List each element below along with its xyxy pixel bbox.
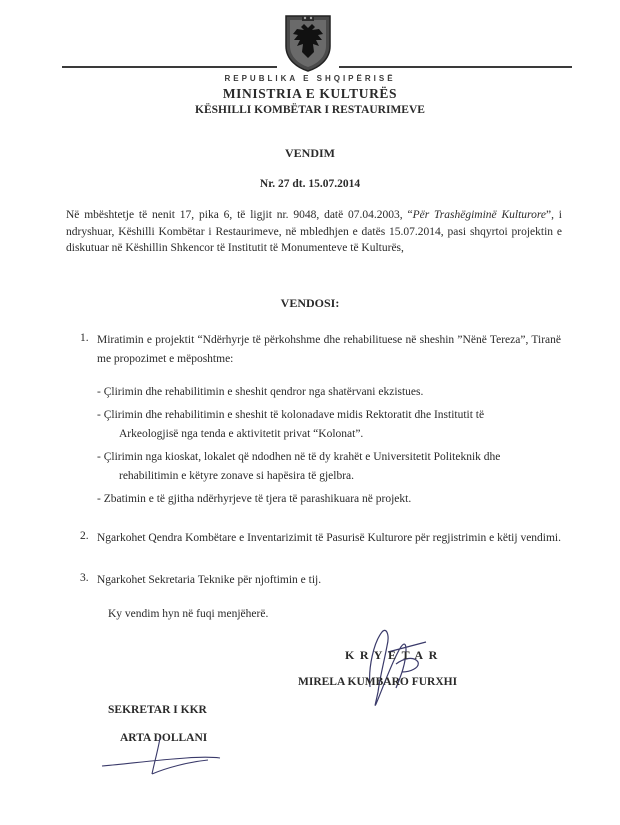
item-number: 1. bbox=[80, 332, 89, 344]
bullet-item: - Zbatimin e të gjitha ndërhyrjeve të tjera të parashikuara në projekt. bbox=[97, 492, 412, 505]
chair-label: KRYETAR bbox=[345, 648, 443, 662]
council-heading: KËSHILLI KOMBËTAR I RESTAURIMEVE bbox=[195, 104, 425, 116]
bullet-list bbox=[97, 383, 562, 509]
bullet-item-continuation: Arkeologjisë nga tenda e aktivitetit privat “Kolonat”. bbox=[119, 428, 364, 440]
document-number: Nr. 27 dt. 15.07.2014 bbox=[259, 178, 361, 190]
bullet-item-continuation: rehabilitimin e këtyre zonave si hapësira të gjelbra. bbox=[119, 470, 355, 482]
intro-paragraph bbox=[66, 207, 562, 257]
item-text: Ngarkohet Sekretaria Teknike për njoftimin e tij. bbox=[97, 574, 322, 586]
intro-law-title: Për Trashëgiminë Kulturore bbox=[412, 209, 546, 221]
header-rule-left bbox=[62, 66, 277, 68]
ministry-heading: MINISTRIA E KULTURËS bbox=[222, 86, 398, 101]
chair-name: MIRELA KUMBARO FURXHI bbox=[298, 676, 458, 688]
secretary-signature bbox=[96, 730, 226, 780]
header-rule-right bbox=[339, 66, 572, 68]
item-text: Miratimin e projektit “Ndërhyrje të përkohshme dhe rehabilituese në sheshin ”Nënë Tereza”, Tiranë me propozimet e mëposhtme: bbox=[97, 334, 561, 365]
chair-signature bbox=[340, 612, 450, 722]
secretary-label: SEKRETAR I KKR bbox=[108, 704, 207, 716]
intro-prefix: Në mbështetje të nenit 17, pika 6, të ligjit nr. 9048, datë 07.04.2003, “ bbox=[66, 209, 413, 221]
effective-statement: Ky vendim hyn në fuqi menjëherë. bbox=[108, 608, 269, 620]
albanian-emblem-icon bbox=[280, 14, 336, 72]
bullet-item: - Çlirimin nga kioskat, lokalet që ndodhen në të dy krahët e Universitetit Politeknik dhe bbox=[97, 450, 501, 463]
bullet-item: - Çlirimin dhe rehabilitimin e sheshit të kolonadave midis Rektoratit dhe Institutit të bbox=[97, 408, 485, 421]
document-title: VENDIM bbox=[285, 146, 335, 160]
item-number: 2. bbox=[80, 530, 89, 542]
item-number: 3. bbox=[80, 572, 89, 584]
decides-heading: VENDOSI: bbox=[280, 296, 340, 310]
item-text: Ngarkohet Qendra Kombëtare e Inventarizimit të Pasurisë Kulturore për regjistrimin e këtij vendimi. bbox=[97, 532, 562, 544]
bullet-item: - Çlirimin dhe rehabilitimin e sheshit qendror nga shatërvani ekzistues. bbox=[97, 386, 424, 398]
secretary-name: ARTA DOLLANI bbox=[120, 732, 208, 744]
republic-heading: REPUBLIKA E SHQIPËRISË bbox=[224, 74, 396, 83]
intro-suffix: ”, i ndryshuar, Këshilli Kombëtar i Restaurimeve, në mbledhjen e datës 15.07.2014, pasi shqyrtoi projektin e diskutuar në Këshillin Shkencor të Institutit të Monumenteve të Kulturës, bbox=[66, 209, 562, 255]
